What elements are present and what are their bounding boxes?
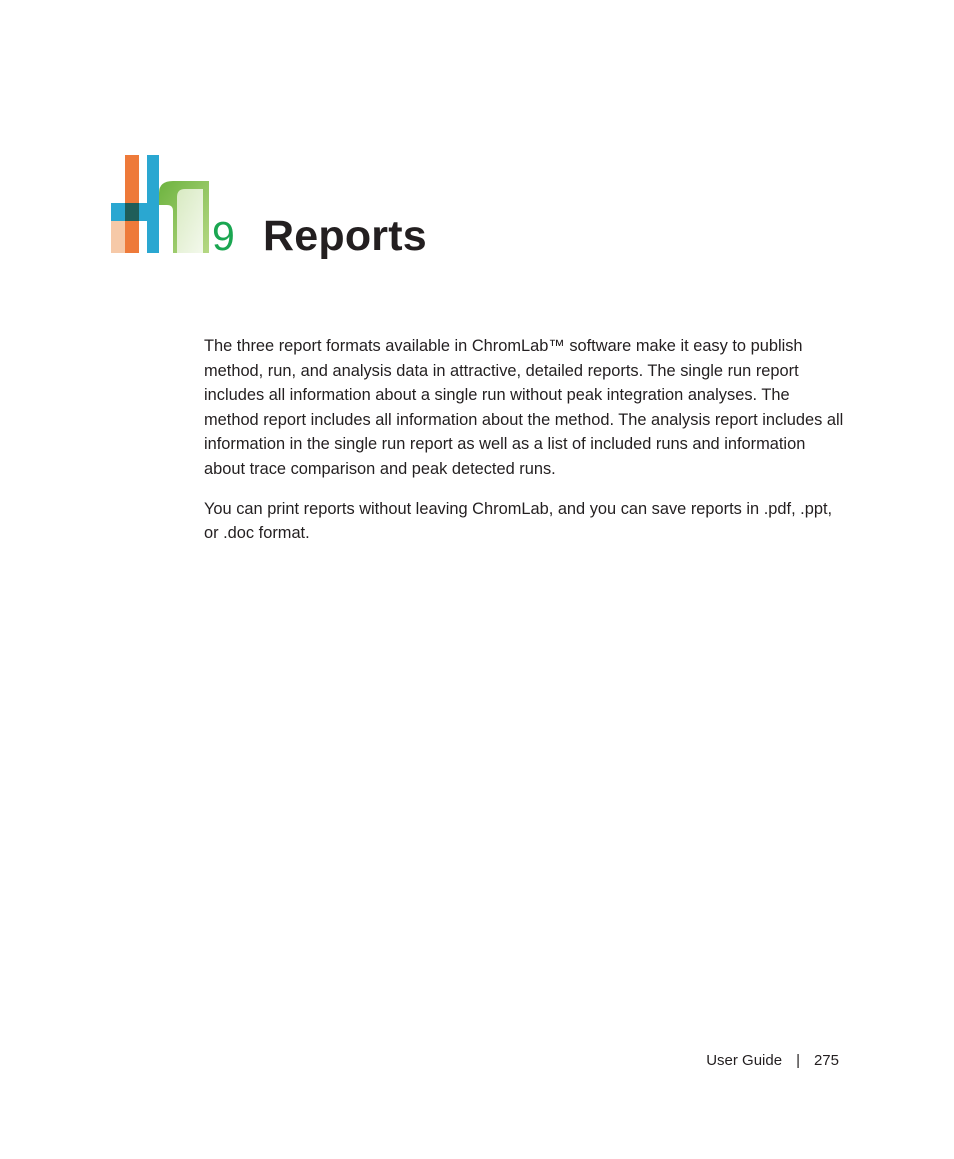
chapter-title: Reports [263,212,427,260]
footer-guide-label: User Guide [706,1052,783,1069]
body-text [204,334,844,561]
page-footer [706,1050,839,1072]
footer-separator: | [796,1052,800,1069]
chapter-number: 9 [212,213,235,259]
paragraph-intro: The three report formats available in ChromLab™ software make it easy to publish method, run, and analysis data in attractive, detailed reports. The single run report includes all information about a single run without peak integration analyses. The method report includes all information about the method. The analysis report includes all information in the single run report as well as a list of included runs and information about trace comparison and peak detected runs. [204,337,844,478]
paragraph-print-save: You can print reports without leaving ChromLab, and you can save reports in .pdf, .ppt, or .doc format. [204,499,833,543]
page-number: 275 [813,1052,839,1069]
chapter-logo-icon [111,155,209,253]
